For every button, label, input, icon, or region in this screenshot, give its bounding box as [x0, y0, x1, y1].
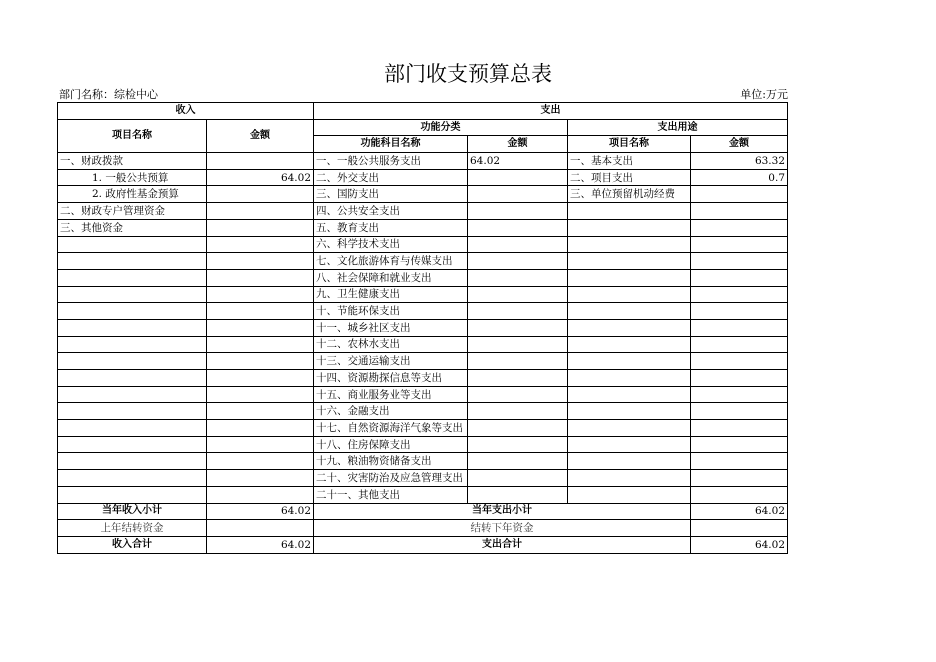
usage-item-name	[568, 353, 691, 370]
func-amount-header: 金额	[468, 136, 568, 153]
func-subject-header: 功能科目名称	[314, 136, 468, 153]
income-amount	[207, 486, 314, 503]
usage-item-name	[568, 386, 691, 403]
usage-item-name	[568, 453, 691, 470]
usage-amount	[691, 236, 788, 253]
table-row	[58, 303, 788, 320]
usage-amount: 63.32	[691, 153, 788, 170]
func-subject-name: 三、国防支出	[314, 186, 468, 203]
income-amount	[207, 336, 314, 353]
income-amount	[207, 470, 314, 487]
income-item-name	[58, 386, 207, 403]
func-amount	[468, 253, 568, 270]
income-item-name	[58, 453, 207, 470]
usage-amount	[691, 486, 788, 503]
usage-item-name	[568, 336, 691, 353]
income-item-name	[58, 336, 207, 353]
unit-label: 单位:万元	[740, 88, 788, 101]
table-row	[58, 420, 788, 437]
func-amount	[468, 486, 568, 503]
carryover-in-label: 上年结转资金	[58, 520, 207, 537]
income-item-name	[58, 286, 207, 303]
table-row	[58, 453, 788, 470]
func-subject-name: 九、卫生健康支出	[314, 286, 468, 303]
func-subject-name: 五、教育支出	[314, 219, 468, 236]
income-subtotal-amount: 64.02	[207, 503, 314, 520]
table-row	[58, 336, 788, 353]
usage-item-name	[568, 420, 691, 437]
usage-item-header: 项目名称	[568, 136, 691, 153]
usage-amount	[691, 470, 788, 487]
usage-amount	[691, 453, 788, 470]
func-subject-name: 十二、农林水支出	[314, 336, 468, 353]
func-amount	[468, 470, 568, 487]
usage-item-name	[568, 403, 691, 420]
func-subject-name: 四、公共安全支出	[314, 203, 468, 220]
func-subject-name: 七、文化旅游体育与传媒支出	[314, 253, 468, 270]
usage-item-name	[568, 319, 691, 336]
carryover-row	[58, 520, 788, 537]
func-subject-name: 十五、商业服务业等支出	[314, 386, 468, 403]
func-amount	[468, 353, 568, 370]
table-row	[58, 386, 788, 403]
func-amount	[468, 186, 568, 203]
budget-table	[57, 102, 788, 554]
func-subject-name: 十、节能环保支出	[314, 303, 468, 320]
func-subject-name: 六、科学技术支出	[314, 236, 468, 253]
func-subject-name: 十四、资源勘探信息等支出	[314, 370, 468, 387]
func-amount	[468, 236, 568, 253]
table-row	[58, 486, 788, 503]
func-amount	[468, 319, 568, 336]
table-row	[58, 153, 788, 170]
income-total-amount: 64.02	[207, 536, 314, 553]
func-subject-name: 八、社会保障和就业支出	[314, 269, 468, 286]
income-item-name	[58, 303, 207, 320]
usage-amount	[691, 420, 788, 437]
income-amount	[207, 269, 314, 286]
usage-amount	[691, 336, 788, 353]
income-item-name	[58, 470, 207, 487]
func-amount	[468, 303, 568, 320]
income-amount	[207, 303, 314, 320]
func-amount	[468, 269, 568, 286]
usage-amount	[691, 203, 788, 220]
usage-item-name	[568, 303, 691, 320]
income-amount	[207, 403, 314, 420]
department-name: 部门名称：综检中心	[59, 88, 158, 101]
income-item-name	[58, 486, 207, 503]
table-row	[58, 403, 788, 420]
income-subtotal-row	[58, 503, 788, 520]
func-amount	[468, 386, 568, 403]
usage-header: 支出用途	[568, 119, 788, 136]
table-row	[58, 253, 788, 270]
usage-amount	[691, 386, 788, 403]
income-amount	[207, 353, 314, 370]
usage-amount	[691, 286, 788, 303]
func-subject-name: 一、一般公共服务支出	[314, 153, 468, 170]
usage-amount	[691, 319, 788, 336]
income-amount	[207, 236, 314, 253]
page-title: 部门收支预算总表	[384, 62, 552, 86]
expense-subtotal-amount: 64.02	[691, 503, 788, 520]
expense-header: 支出	[314, 103, 788, 120]
func-amount	[468, 370, 568, 387]
income-item-name	[58, 436, 207, 453]
income-item-name: 1. 一般公共预算	[58, 169, 207, 186]
table-row	[58, 186, 788, 203]
income-amount	[207, 420, 314, 437]
usage-item-name	[568, 370, 691, 387]
func-subject-name: 二十、灾害防治及应急管理支出	[314, 470, 468, 487]
usage-amount	[691, 353, 788, 370]
usage-amount	[691, 403, 788, 420]
usage-item-name: 一、基本支出	[568, 153, 691, 170]
func-subject-name: 十六、金融支出	[314, 403, 468, 420]
usage-item-name	[568, 203, 691, 220]
income-amount	[207, 253, 314, 270]
income-amount	[207, 186, 314, 203]
income-item-name: 二、财政专户管理资金	[58, 203, 207, 220]
table-row	[58, 203, 788, 220]
total-row	[58, 536, 788, 553]
usage-amount: 0.7	[691, 169, 788, 186]
func-amount	[468, 453, 568, 470]
usage-item-name	[568, 269, 691, 286]
usage-amount	[691, 303, 788, 320]
usage-item-name	[568, 236, 691, 253]
income-amount	[207, 286, 314, 303]
income-item-name-header: 项目名称	[58, 119, 207, 152]
income-amount	[207, 203, 314, 220]
income-amount	[207, 386, 314, 403]
table-row	[58, 370, 788, 387]
usage-amount	[691, 219, 788, 236]
expense-total-amount: 64.02	[691, 536, 788, 553]
table-row	[58, 169, 788, 186]
income-amount	[207, 219, 314, 236]
income-amount	[207, 370, 314, 387]
table-row	[58, 436, 788, 453]
table-row	[58, 470, 788, 487]
usage-item-name	[568, 219, 691, 236]
func-class-header: 功能分类	[314, 119, 568, 136]
func-subject-name: 十一、城乡社区支出	[314, 319, 468, 336]
income-item-name	[58, 420, 207, 437]
func-subject-name: 十八、住房保障支出	[314, 436, 468, 453]
income-item-name: 2. 政府性基金预算	[58, 186, 207, 203]
usage-item-name	[568, 253, 691, 270]
usage-item-name	[568, 486, 691, 503]
income-item-name	[58, 269, 207, 286]
table-row	[58, 269, 788, 286]
usage-item-name	[568, 436, 691, 453]
usage-item-name	[568, 470, 691, 487]
usage-item-name	[568, 286, 691, 303]
income-amount	[207, 153, 314, 170]
usage-amount	[691, 253, 788, 270]
usage-amount	[691, 186, 788, 203]
header-row-1	[58, 103, 788, 120]
carryover-in-amount	[207, 520, 314, 537]
income-subtotal-label: 当年收入小计	[58, 503, 207, 520]
income-item-name: 一、财政拨款	[58, 153, 207, 170]
table-row	[58, 319, 788, 336]
income-amount: 64.02	[207, 169, 314, 186]
usage-amount-header: 金额	[691, 136, 788, 153]
carryover-out-label: 结转下年资金	[314, 520, 691, 537]
income-item-name	[58, 353, 207, 370]
func-subject-name: 十三、交通运输支出	[314, 353, 468, 370]
table-row	[58, 286, 788, 303]
expense-subtotal-label: 当年支出小计	[314, 503, 691, 520]
usage-item-name: 二、项目支出	[568, 169, 691, 186]
income-amount	[207, 453, 314, 470]
func-amount	[468, 420, 568, 437]
table-row	[58, 236, 788, 253]
func-subject-name: 二十一、其他支出	[314, 486, 468, 503]
func-subject-name: 二、外交支出	[314, 169, 468, 186]
func-subject-name: 十九、粮油物资储备支出	[314, 453, 468, 470]
carryover-out-amount	[691, 520, 788, 537]
func-amount	[468, 169, 568, 186]
header-row-2	[58, 119, 788, 136]
usage-amount	[691, 436, 788, 453]
func-amount	[468, 403, 568, 420]
func-amount	[468, 219, 568, 236]
usage-item-name: 三、单位预留机动经费	[568, 186, 691, 203]
income-item-name	[58, 370, 207, 387]
table-row	[58, 353, 788, 370]
income-item-name: 三、其他资金	[58, 219, 207, 236]
func-amount	[468, 336, 568, 353]
func-subject-name: 十七、自然资源海洋气象等支出	[314, 420, 468, 437]
func-amount	[468, 286, 568, 303]
usage-amount	[691, 269, 788, 286]
income-amount-header: 金额	[207, 119, 314, 152]
income-item-name	[58, 403, 207, 420]
income-item-name	[58, 236, 207, 253]
income-item-name	[58, 253, 207, 270]
func-amount: 64.02	[468, 153, 568, 170]
income-header: 收入	[58, 103, 314, 120]
income-amount	[207, 319, 314, 336]
income-item-name	[58, 319, 207, 336]
usage-amount	[691, 370, 788, 387]
func-amount	[468, 436, 568, 453]
table-row	[58, 219, 788, 236]
expense-total-label: 支出合计	[314, 536, 691, 553]
func-amount	[468, 203, 568, 220]
income-amount	[207, 436, 314, 453]
income-total-label: 收入合计	[58, 536, 207, 553]
